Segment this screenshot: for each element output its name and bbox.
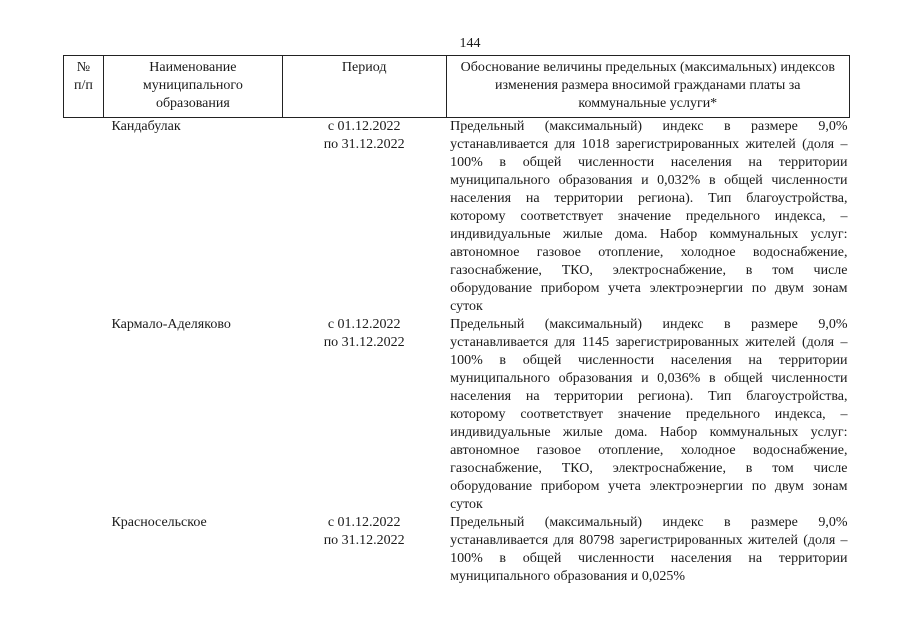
page-number: 144 [459,36,481,51]
table-header-row [64,56,850,118]
justification-text: Предельный (максимальный) индекс в размере 9,0% устанавливается для 80798 зарегистрированных жителей (доля – 100% в общей численности населения на территории муниципального образования и 0,025% [450,515,848,584]
row-number [64,316,104,514]
tariff-index-table [63,55,850,586]
row-number [64,118,104,317]
municipality-name: Кармало-Аделяково [111,317,231,332]
period: с 01.12.2022 по 31.12.2022 [323,119,405,152]
header-municipality: Наименование муниципального образования [103,56,282,118]
municipality-name: Кандабулак [111,119,181,134]
municipality-name: Красносельское [111,515,207,530]
header-period: Период [282,56,446,118]
table-row [64,118,850,317]
justification-text: Предельный (максимальный) индекс в размере 9,0% устанавливается для 1145 зарегистрированных жителей (доля – 100% в общей численности населения на территории муниципального образования и 0,036% в общей численности населения на территории региона). Тип благоустройства, которому соответствует значение предельного индекса, – индивидуальные жилые дома. Набор коммунальных услуг: автономное газовое отопление, холодное водоснабжение, газоснабжение, ТКО, электроснабжение, в том числе оборудование прибором учета электроэнергии по двум зонам суток [450,317,848,512]
table-row [64,514,850,586]
period: с 01.12.2022 по 31.12.2022 [323,515,405,548]
header-number: № п/п [64,56,104,118]
table-row [64,316,850,514]
period: с 01.12.2022 по 31.12.2022 [323,317,405,350]
header-justification: Обоснование величины предельных (максимальных) индексов изменения размера вносимой гражданами платы за коммунальные услуги* [446,56,849,118]
justification-text: Предельный (максимальный) индекс в размере 9,0% устанавливается для 1018 зарегистрированных жителей (доля – 100% в общей численности населения на территории муниципального образования и 0,032% в общей численности населения на территории региона). Тип благоустройства, которому соответствует значение предельного индекса, – индивидуальные жилые дома. Набор коммунальных услуг: автономное газовое отопление, холодное водоснабжение, газоснабжение, ТКО, электроснабжение, в том числе оборудование прибором учета электроэнергии по двум зонам суток [450,119,848,314]
row-number [64,514,104,586]
